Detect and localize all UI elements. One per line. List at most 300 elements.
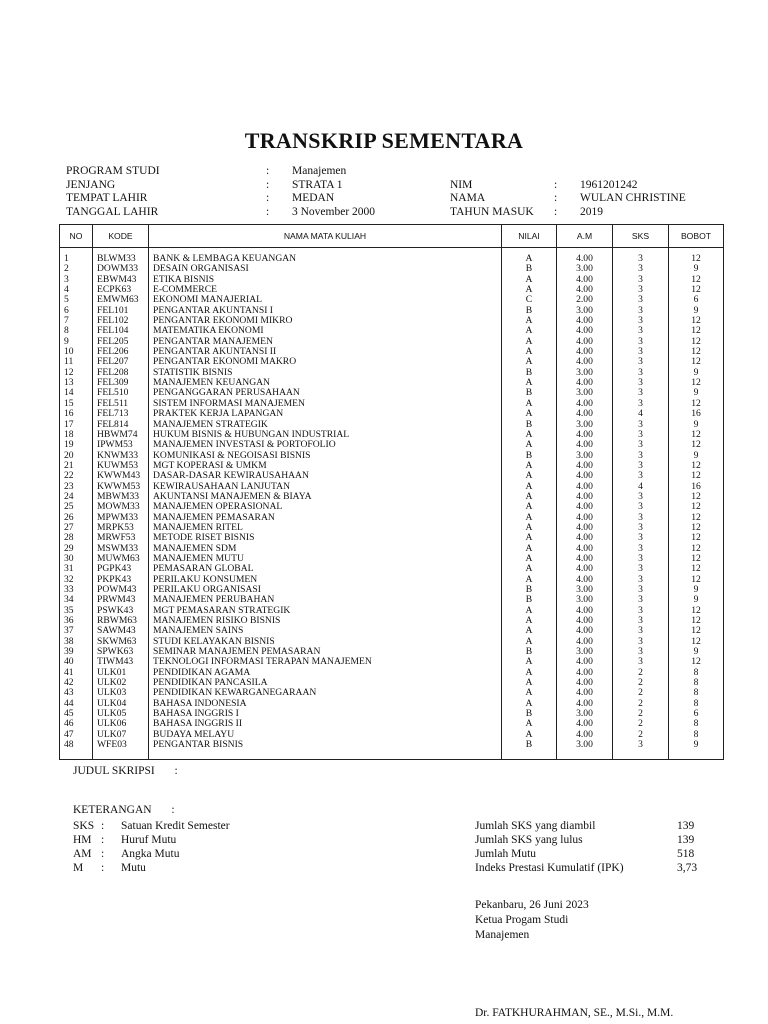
- tempat-lahir-value: MEDAN: [292, 192, 335, 205]
- row-bobot: 6: [669, 295, 724, 305]
- row-nama-mata-kuliah: MANAJEMEN SDM: [149, 544, 502, 554]
- row-nama-mata-kuliah: MANAJEMEN PERUBAHAN: [149, 595, 502, 605]
- row-no: 26: [60, 513, 93, 523]
- table-row: [60, 647, 724, 657]
- row-bobot: 12: [669, 513, 724, 523]
- row-nama-mata-kuliah: BANK & LEMBAGA KEUANGAN: [149, 248, 502, 265]
- row-kode: FEL207: [93, 357, 149, 367]
- row-nilai: C: [502, 295, 557, 305]
- row-nama-mata-kuliah: BAHASA INDONESIA: [149, 699, 502, 709]
- row-nama-mata-kuliah: PENGANTAR MANAJEMEN: [149, 337, 502, 347]
- row-sks: 2: [613, 688, 669, 698]
- row-sks: 2: [613, 699, 669, 709]
- row-no: 20: [60, 451, 93, 461]
- legend-desc: Satuan Kredit Semester: [121, 820, 230, 832]
- row-nilai: A: [502, 285, 557, 295]
- row-nilai: A: [502, 533, 557, 543]
- row-no: 27: [60, 523, 93, 533]
- row-bobot: 12: [669, 440, 724, 450]
- row-no: 24: [60, 492, 93, 502]
- row-sks: 2: [613, 730, 669, 740]
- row-no: 17: [60, 420, 93, 430]
- row-am: 4.00: [557, 730, 613, 740]
- row-sks: 3: [613, 388, 669, 398]
- grades-table: [59, 224, 724, 760]
- row-nilai: B: [502, 451, 557, 461]
- row-nilai: B: [502, 647, 557, 657]
- row-sks: 3: [613, 275, 669, 285]
- row-nilai: B: [502, 388, 557, 398]
- table-row: [60, 523, 724, 533]
- table-row: [60, 430, 724, 440]
- row-kode: WFE03: [93, 740, 149, 759]
- table-row: [60, 668, 724, 678]
- row-sks: 3: [613, 306, 669, 316]
- row-bobot: 12: [669, 275, 724, 285]
- row-nilai: A: [502, 730, 557, 740]
- row-nilai: A: [502, 637, 557, 647]
- row-nama-mata-kuliah: PENGANTAR AKUNTANSI II: [149, 347, 502, 357]
- row-kode: ULK01: [93, 668, 149, 678]
- row-sks: 3: [613, 492, 669, 502]
- row-nama-mata-kuliah: KOMUNIKASI & NEGOISASI BISNIS: [149, 451, 502, 461]
- row-nilai: B: [502, 709, 557, 719]
- row-nama-mata-kuliah: MATEMATIKA EKONOMI: [149, 326, 502, 336]
- row-kode: FEL102: [93, 316, 149, 326]
- row-nilai: A: [502, 699, 557, 709]
- row-nilai: B: [502, 595, 557, 605]
- row-sks: 3: [613, 316, 669, 326]
- row-sks: 3: [613, 285, 669, 295]
- row-am: 2.00: [557, 295, 613, 305]
- row-sks: 2: [613, 668, 669, 678]
- table-row: [60, 337, 724, 347]
- colon: :: [101, 862, 105, 874]
- row-sks: 2: [613, 709, 669, 719]
- colon: :: [554, 192, 558, 205]
- row-nama-mata-kuliah: METODE RISET BISNIS: [149, 533, 502, 543]
- row-no: 37: [60, 626, 93, 636]
- row-nilai: A: [502, 575, 557, 585]
- row-kode: BLWM33: [93, 248, 149, 265]
- row-am: 4.00: [557, 482, 613, 492]
- row-bobot: 8: [669, 699, 724, 709]
- table-row: [60, 399, 724, 409]
- table-row: [60, 595, 724, 605]
- program-studi-value: Manajemen: [292, 165, 347, 177]
- table-row: [60, 533, 724, 543]
- table-row: [60, 471, 724, 481]
- row-sks: 3: [613, 357, 669, 367]
- row-bobot: 12: [669, 492, 724, 502]
- row-nilai: B: [502, 264, 557, 274]
- row-nilai: A: [502, 688, 557, 698]
- row-bobot: 16: [669, 409, 724, 419]
- row-sks: 3: [613, 740, 669, 759]
- row-am: 4.00: [557, 616, 613, 626]
- row-nilai: A: [502, 606, 557, 616]
- legend-row: [73, 833, 230, 847]
- row-no: 43: [60, 688, 93, 698]
- row-am: 4.00: [557, 657, 613, 667]
- table-row: [60, 688, 724, 698]
- row-no: 1: [60, 248, 93, 265]
- row-kode: FEL510: [93, 388, 149, 398]
- row-nama-mata-kuliah: MGT PEMASARAN STRATEGIK: [149, 606, 502, 616]
- row-sks: 3: [613, 420, 669, 430]
- row-nama-mata-kuliah: MANAJEMEN INVESTASI & PORTOFOLIO: [149, 440, 502, 450]
- row-bobot: 9: [669, 740, 724, 759]
- header-am: A.M: [557, 225, 613, 248]
- table-row: [60, 461, 724, 471]
- row-no: 25: [60, 502, 93, 512]
- nim-value: 1961201242: [580, 178, 638, 191]
- nama-label: NAMA: [450, 192, 486, 205]
- row-nama-mata-kuliah: E-COMMERCE: [149, 285, 502, 295]
- row-nama-mata-kuliah: PENDIDIKAN PANCASILA: [149, 678, 502, 688]
- row-nama-mata-kuliah: TEKNOLOGI INFORMASI TERAPAN MANAJEMEN: [149, 657, 502, 667]
- row-no: 41: [60, 668, 93, 678]
- header-kode: KODE: [93, 225, 149, 248]
- table-row: [60, 585, 724, 595]
- row-no: 11: [60, 357, 93, 367]
- row-sks: 3: [613, 533, 669, 543]
- row-nilai: A: [502, 668, 557, 678]
- table-row: [60, 451, 724, 461]
- row-am: 4.00: [557, 430, 613, 440]
- nama-value: WULAN CHRISTINE: [580, 192, 686, 205]
- summary-value: 518: [677, 848, 695, 860]
- row-bobot: 16: [669, 482, 724, 492]
- row-no: 31: [60, 564, 93, 574]
- row-nama-mata-kuliah: PENGANTAR EKONOMI MAKRO: [149, 357, 502, 367]
- row-nama-mata-kuliah: MANAJEMEN RISIKO BISNIS: [149, 616, 502, 626]
- table-row: [60, 357, 724, 367]
- row-nama-mata-kuliah: PEMASARAN GLOBAL: [149, 564, 502, 574]
- row-am: 3.00: [557, 368, 613, 378]
- header-nama-mata-kuliah: NAMA MATA KULIAH: [149, 225, 502, 248]
- row-bobot: 12: [669, 533, 724, 543]
- row-kode: FEL309: [93, 378, 149, 388]
- row-sks: 3: [613, 264, 669, 274]
- row-nilai: A: [502, 657, 557, 667]
- row-no: 28: [60, 533, 93, 543]
- row-bobot: 12: [669, 347, 724, 357]
- table-row: [60, 440, 724, 450]
- row-nama-mata-kuliah: BAHASA INGGRIS I: [149, 709, 502, 719]
- row-nama-mata-kuliah: PENGANGGARAN PERUSAHAAN: [149, 388, 502, 398]
- row-nama-mata-kuliah: PENDIDIKAN KEWARGANEGARAAN: [149, 688, 502, 698]
- row-no: 48: [60, 740, 93, 759]
- row-kode: ULK02: [93, 678, 149, 688]
- legend-desc: Mutu: [121, 862, 146, 874]
- row-bobot: 8: [669, 719, 724, 729]
- row-am: 3.00: [557, 306, 613, 316]
- tanggal-lahir-label: TANGGAL LAHIR: [66, 206, 159, 219]
- row-kode: HBWM74: [93, 430, 149, 440]
- row-kode: FEL814: [93, 420, 149, 430]
- row-kode: SAWM43: [93, 626, 149, 636]
- row-sks: 3: [613, 326, 669, 336]
- row-am: 3.00: [557, 264, 613, 274]
- keterangan-label: KETERANGAN: [73, 804, 152, 816]
- row-nama-mata-kuliah: STATISTIK BISNIS: [149, 368, 502, 378]
- table-row: [60, 378, 724, 388]
- row-bobot: 12: [669, 637, 724, 647]
- row-no: 30: [60, 554, 93, 564]
- header-no: NO: [60, 225, 93, 248]
- table-row: [60, 626, 724, 636]
- row-am: 4.00: [557, 719, 613, 729]
- row-kode: IPWM53: [93, 440, 149, 450]
- judul-skripsi-label: JUDUL SKRIPSI: [73, 765, 155, 777]
- row-kode: PSWK43: [93, 606, 149, 616]
- row-am: 4.00: [557, 275, 613, 285]
- row-nilai: A: [502, 719, 557, 729]
- summary-label: Jumlah SKS yang lulus: [475, 834, 583, 846]
- row-bobot: 12: [669, 285, 724, 295]
- colon: :: [101, 820, 105, 832]
- legend-abbr: SKS: [73, 820, 95, 832]
- row-am: 3.00: [557, 420, 613, 430]
- colon: :: [174, 765, 178, 777]
- table-row: [60, 678, 724, 688]
- row-am: 4.00: [557, 668, 613, 678]
- document-title: TRANSKRIP SEMENTARA: [244, 128, 524, 153]
- row-nama-mata-kuliah: STUDI KELAYAKAN BISNIS: [149, 637, 502, 647]
- row-kode: KUWM53: [93, 461, 149, 471]
- row-sks: 3: [613, 502, 669, 512]
- row-am: 4.00: [557, 564, 613, 574]
- row-sks: 3: [613, 451, 669, 461]
- row-nama-mata-kuliah: MANAJEMEN RITEL: [149, 523, 502, 533]
- row-am: 4.00: [557, 513, 613, 523]
- tempat-lahir-label: TEMPAT LAHIR: [66, 192, 148, 205]
- row-bobot: 9: [669, 647, 724, 657]
- row-nama-mata-kuliah: HUKUM BISNIS & HUBUNGAN INDUSTRIAL: [149, 430, 502, 440]
- row-sks: 3: [613, 575, 669, 585]
- table-row: [60, 554, 724, 564]
- grades-body: [60, 248, 724, 760]
- row-nilai: A: [502, 248, 557, 265]
- table-row: [60, 637, 724, 647]
- row-bobot: 12: [669, 430, 724, 440]
- row-no: 34: [60, 595, 93, 605]
- row-no: 19: [60, 440, 93, 450]
- row-nilai: A: [502, 564, 557, 574]
- row-no: 21: [60, 461, 93, 471]
- table-row: [60, 316, 724, 326]
- row-sks: 3: [613, 337, 669, 347]
- row-sks: 3: [613, 647, 669, 657]
- row-bobot: 9: [669, 595, 724, 605]
- table-row: [60, 699, 724, 709]
- summary-value: 139: [677, 820, 695, 832]
- row-nilai: A: [502, 492, 557, 502]
- row-no: 4: [60, 285, 93, 295]
- row-kode: KWWM53: [93, 482, 149, 492]
- row-am: 4.00: [557, 316, 613, 326]
- row-bobot: 12: [669, 399, 724, 409]
- row-no: 9: [60, 337, 93, 347]
- row-nilai: B: [502, 368, 557, 378]
- row-sks: 3: [613, 616, 669, 626]
- legend-desc: Huruf Mutu: [121, 834, 177, 846]
- table-row: [60, 264, 724, 274]
- row-nilai: A: [502, 502, 557, 512]
- row-am: 4.00: [557, 409, 613, 419]
- row-bobot: 12: [669, 337, 724, 347]
- row-nama-mata-kuliah: MANAJEMEN PEMASARAN: [149, 513, 502, 523]
- row-kode: KNWM33: [93, 451, 149, 461]
- row-no: 33: [60, 585, 93, 595]
- row-am: 3.00: [557, 647, 613, 657]
- row-nilai: A: [502, 430, 557, 440]
- row-bobot: 12: [669, 471, 724, 481]
- row-no: 12: [60, 368, 93, 378]
- row-nama-mata-kuliah: PRAKTEK KERJA LAPANGAN: [149, 409, 502, 419]
- row-kode: MPWM33: [93, 513, 149, 523]
- table-row: [60, 482, 724, 492]
- row-sks: 3: [613, 513, 669, 523]
- row-am: 4.00: [557, 461, 613, 471]
- row-bobot: 12: [669, 575, 724, 585]
- table-row: [60, 248, 724, 265]
- colon: :: [266, 192, 270, 205]
- row-sks: 3: [613, 248, 669, 265]
- row-no: 22: [60, 471, 93, 481]
- jenjang-value: STRATA 1: [292, 178, 343, 191]
- row-nilai: A: [502, 554, 557, 564]
- row-sks: 3: [613, 544, 669, 554]
- row-nama-mata-kuliah: MANAJEMEN OPERASIONAL: [149, 502, 502, 512]
- legend-row: [73, 819, 230, 833]
- row-am: 4.00: [557, 248, 613, 265]
- row-no: 38: [60, 637, 93, 647]
- row-nama-mata-kuliah: SEMINAR MANAJEMEN PEMASARAN: [149, 647, 502, 657]
- row-sks: 3: [613, 347, 669, 357]
- summary-value: 139: [677, 834, 695, 846]
- row-kode: ULK04: [93, 699, 149, 709]
- row-bobot: 9: [669, 264, 724, 274]
- row-sks: 3: [613, 378, 669, 388]
- row-no: 47: [60, 730, 93, 740]
- signer-position: Ketua Progam Studi: [475, 914, 569, 926]
- row-no: 15: [60, 399, 93, 409]
- row-kode: FEL205: [93, 337, 149, 347]
- row-bobot: 8: [669, 730, 724, 740]
- row-no: 23: [60, 482, 93, 492]
- keterangan: [73, 804, 175, 816]
- row-nama-mata-kuliah: MANAJEMEN KEUANGAN: [149, 378, 502, 388]
- table-row: [60, 420, 724, 430]
- colon: :: [266, 178, 270, 191]
- row-bobot: 12: [669, 248, 724, 265]
- row-nilai: A: [502, 482, 557, 492]
- row-kode: FEL206: [93, 347, 149, 357]
- colon: :: [266, 206, 270, 219]
- row-am: 4.00: [557, 606, 613, 616]
- row-kode: FEL104: [93, 326, 149, 336]
- table-row: [60, 306, 724, 316]
- row-bobot: 12: [669, 554, 724, 564]
- row-sks: 3: [613, 471, 669, 481]
- row-kode: PRWM43: [93, 595, 149, 605]
- row-kode: FEL101: [93, 306, 149, 316]
- table-row: [60, 564, 724, 574]
- row-am: 4.00: [557, 626, 613, 636]
- row-am: 4.00: [557, 326, 613, 336]
- row-sks: 3: [613, 440, 669, 450]
- row-kode: FEL208: [93, 368, 149, 378]
- info-row: [66, 165, 686, 179]
- row-sks: 3: [613, 585, 669, 595]
- student-info: [66, 165, 686, 220]
- row-bobot: 9: [669, 388, 724, 398]
- row-nama-mata-kuliah: PENDIDIKAN AGAMA: [149, 668, 502, 678]
- row-nama-mata-kuliah: PENGANTAR AKUNTANSI I: [149, 306, 502, 316]
- summary-row: [475, 833, 697, 847]
- row-nama-mata-kuliah: MANAJEMEN SAINS: [149, 626, 502, 636]
- summary-value: 3,73: [677, 862, 698, 874]
- row-bobot: 9: [669, 451, 724, 461]
- row-nilai: A: [502, 678, 557, 688]
- row-sks: 4: [613, 409, 669, 419]
- row-no: 32: [60, 575, 93, 585]
- legend-abbr: AM: [73, 848, 92, 860]
- row-nilai: A: [502, 616, 557, 626]
- row-kode: PKPK43: [93, 575, 149, 585]
- row-no: 3: [60, 275, 93, 285]
- row-sks: 3: [613, 368, 669, 378]
- row-am: 4.00: [557, 502, 613, 512]
- program-studi-label: PROGRAM STUDI: [66, 165, 160, 177]
- header-nilai: NILAI: [502, 225, 557, 248]
- row-nilai: A: [502, 337, 557, 347]
- judul-skripsi: [73, 765, 178, 777]
- row-nilai: A: [502, 357, 557, 367]
- row-am: 4.00: [557, 678, 613, 688]
- row-kode: TIWM43: [93, 657, 149, 667]
- summary-label: Jumlah SKS yang diambil: [475, 820, 596, 832]
- summary-label: Indeks Prestasi Kumulatif (IPK): [475, 862, 624, 874]
- row-am: 4.00: [557, 285, 613, 295]
- row-nilai: A: [502, 440, 557, 450]
- row-kode: ULK07: [93, 730, 149, 740]
- row-kode: FEL511: [93, 399, 149, 409]
- row-am: 4.00: [557, 575, 613, 585]
- table-row: [60, 368, 724, 378]
- table-row: [60, 616, 724, 626]
- row-sks: 3: [613, 461, 669, 471]
- row-kode: FEL713: [93, 409, 149, 419]
- row-bobot: 9: [669, 306, 724, 316]
- row-nama-mata-kuliah: PENGANTAR BISNIS: [149, 740, 502, 759]
- row-no: 44: [60, 699, 93, 709]
- legend-desc: Angka Mutu: [121, 848, 180, 860]
- row-sks: 2: [613, 678, 669, 688]
- row-sks: 3: [613, 523, 669, 533]
- row-sks: 4: [613, 482, 669, 492]
- jenjang-label: JENJANG: [66, 178, 116, 191]
- row-nilai: A: [502, 471, 557, 481]
- row-am: 4.00: [557, 337, 613, 347]
- row-am: 3.00: [557, 585, 613, 595]
- info-row: [66, 192, 686, 206]
- colon: :: [101, 834, 105, 846]
- table-row: [60, 275, 724, 285]
- row-bobot: 12: [669, 461, 724, 471]
